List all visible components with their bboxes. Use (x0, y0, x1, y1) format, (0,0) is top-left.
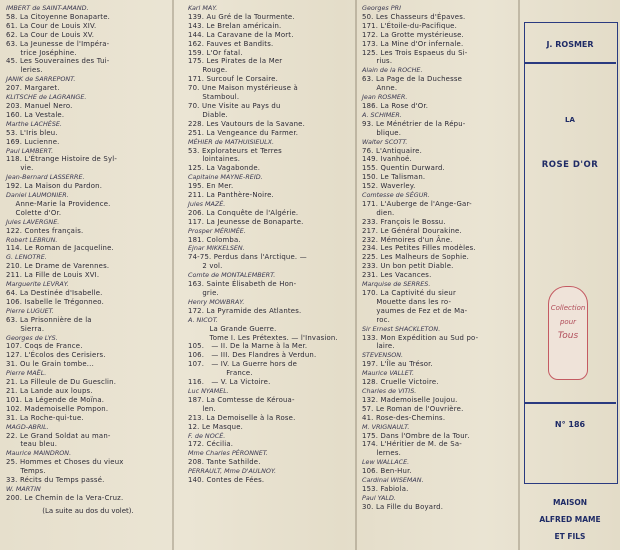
author-name: Walter SCOTT. (362, 137, 408, 146)
book-entry: blique. (362, 128, 402, 137)
book-entry: 106. Isabelle le Trégonneo. (6, 297, 104, 306)
book-entry: 187. La Comtesse de Kéroua- (188, 395, 295, 404)
author-name: Lew WALLACE. (362, 458, 410, 467)
book-entry: yaumes de Fez et de Ma- (362, 306, 468, 315)
badge-pour: pour (559, 318, 577, 326)
book-entry: 139. Au Gré de la Tourmente. (188, 12, 295, 21)
spine-frame (524, 22, 618, 484)
book-entry: 63. La Jeunesse de l'Impéra- (6, 39, 110, 48)
book-entry: 171. L'Auberge de l'Ange-Gar- (362, 199, 472, 208)
author-name: Capitaine MAYNE-REID. (188, 173, 263, 182)
book-entry: 162. Fauves et Bandits. (188, 39, 274, 48)
book-entry: 25. Hommes et Choses du vieux (6, 458, 124, 467)
book-entry: 172. Cécilia. (188, 440, 234, 449)
book-entry: grie. (188, 289, 219, 297)
book-entry: 53. L'Iris bleu. (6, 128, 58, 137)
book-entry: 117. La Jeunesse de Bonaparte. (188, 217, 304, 226)
spine-panel (520, 0, 620, 550)
publisher-line-3: ET FILS (554, 532, 586, 541)
collection-badge (548, 286, 588, 380)
spine-la: LA (565, 116, 575, 124)
book-entry: 22. Le Grand Soldat au man- (6, 431, 111, 440)
author-name: IMBERT de SAINT-AMAND. (6, 4, 89, 12)
author-name: Prosper MÉRIMÉE. (188, 226, 246, 235)
book-entry: 45. Les Souveraines des Tui- (6, 57, 110, 66)
book-entry: 149. Ivanhoé. (362, 155, 412, 164)
book-entry: 163. Sainte Élisabeth de Hon- (188, 280, 297, 289)
book-entry: 57. Le Roman de l'Ouvrière. (362, 404, 464, 413)
book-entry: dien. (362, 208, 395, 217)
book-entry: trice Joséphine. (6, 48, 77, 57)
book-entry: 2 vol. (188, 262, 223, 271)
author-name: Robert LEBRUN. (6, 235, 58, 244)
author-name: Georges de LYS. (6, 333, 58, 342)
book-entry: 106. Ben-Hur. (362, 467, 412, 476)
book-entry: 210. Le Drame de Varennes. (6, 262, 110, 271)
book-entry: 74-75. Perdus dans l'Arctique. — (188, 253, 307, 262)
author-name: Paul YALD. (362, 493, 396, 502)
author-name: Cardinal WISEMAN. (362, 476, 424, 485)
catalog-column-2 (188, 4, 353, 485)
book-entry: laire. (362, 342, 395, 351)
book-entry: 76. L'Antiquaire. (362, 146, 422, 155)
book-entry: 233. François le Bossu. (362, 217, 446, 226)
author-name: STEVENSON. (362, 351, 404, 360)
author-name: KLITSCHE de LAGRANGE. (6, 93, 87, 102)
book-entry: La Grande Guerre. (188, 324, 277, 333)
book-entry: 107. Coqs de France. (6, 342, 83, 351)
author-name: F. de NOCÉ. (188, 431, 226, 440)
author-name: Luc NYAMEL. (188, 386, 229, 395)
book-entry: 106. — III. Des Flandres à Verdun. (188, 351, 317, 360)
book-entry: 63. La Page de la Duchesse (362, 75, 463, 84)
divider (524, 402, 616, 404)
author-name: Jean ROSMER. (362, 93, 408, 102)
book-entry: Tome I. Les Prétextes. — l'Invasion. (188, 333, 338, 342)
book-entry: Sierra. (6, 324, 45, 333)
catalog-column-3 (362, 4, 516, 512)
book-entry: leries. (6, 66, 43, 75)
book-entry: 152. Waverley. (362, 182, 416, 191)
author-name: Ejnar MIKKELSEN. (188, 244, 245, 253)
book-entry: 70. Une Visite au Pays du (188, 101, 281, 110)
author-name: Pierre LUGUET. (6, 306, 54, 315)
book-entry: 171. Surcouf le Corsaire. (188, 75, 278, 84)
book-entry: 125. La Vagabonde. (188, 164, 261, 173)
book-entry: 33. Récits du Temps passé. (6, 476, 105, 485)
book-entry: 105. — II. De la Marne à la Mer. (188, 342, 308, 351)
book-entry: 107. — IV. La Guerre hors de (188, 360, 298, 369)
author-name: Charles de VITIS. (362, 386, 417, 395)
author-name: Maurice MAINDRON. (6, 449, 72, 458)
author-name: Paul LAMBERT. (6, 146, 54, 155)
book-entry: 228. Les Vautours de la Savane. (188, 119, 305, 128)
book-entry: len. (188, 404, 216, 413)
book-entry: 31. La Roche-qui-tue. (6, 413, 84, 422)
book-entry: 41. Rose-des-Chemins. (362, 413, 446, 422)
book-entry: 231. Les Vacances. (362, 271, 432, 280)
book-entry: roc. (362, 315, 391, 324)
catalog-column-1 (6, 4, 170, 516)
book-entry: 195. En Mer. (188, 182, 234, 191)
book-entry: 160. La Vestale. (6, 110, 65, 119)
book-entry: 172. La Pyramide des Atlantes. (188, 306, 302, 315)
continuation-note: (La suite au dos du volet). (42, 506, 134, 515)
book-entry: 116. — V. La Victoire. (188, 378, 271, 387)
book-entry: vie. (6, 164, 34, 173)
book-entry: 128. Cruelle Victoire. (362, 378, 439, 387)
author-name: MAGD-ABRIL. (6, 422, 49, 431)
book-entry: 208. Tante Sathilde. (188, 458, 261, 467)
book-entry: 211. La Fille de Louis XVI. (6, 271, 100, 280)
author-name: Georges PRI (362, 4, 401, 12)
badge-collection: Collection (550, 304, 586, 312)
book-entry: Mouette dans les ro- (362, 297, 452, 306)
book-entry: 173. La Mine d'Or infernale. (362, 39, 464, 48)
book-entry: teau bleu. (6, 440, 58, 449)
book-entry: Temps. (6, 467, 46, 476)
book-entry: 175. Les Pirates de la Mer (188, 57, 283, 66)
author-name: Maurice VALLET. (362, 369, 415, 378)
book-entry: 50. Les Chasseurs d'Épaves. (362, 12, 466, 21)
book-entry: 114. Le Roman de Jacqueline. (6, 244, 114, 253)
book-entry: 102. Mademoiselle Pompon. (6, 404, 109, 413)
author-name: Mme Charles PÉRONNET. (188, 449, 268, 458)
book-entry: 93. Le Ménétrier de la Répu- (362, 119, 466, 128)
spine-title: ROSE D'OR (541, 160, 599, 170)
spine-author: J. ROSMER (546, 40, 594, 49)
fold-line (172, 0, 174, 550)
book-entry: 143. Le Brelan américain. (188, 21, 282, 30)
book-entry: 140. Contes de Fées. (188, 476, 265, 485)
author-name: Alain de la ROCHE. (362, 66, 423, 75)
book-entry: 213. La Demoiselle à la Rose. (188, 413, 296, 422)
book-entry: 181. Colomba. (188, 235, 241, 244)
author-name: Daniel LAUMONIER. (6, 191, 69, 200)
badge-tous: Tous (557, 331, 579, 341)
book-entry: 155. Quentin Durward. (362, 164, 445, 173)
author-name: Karl MAY. (188, 4, 218, 12)
author-name: PERRAULT, Mme D'AULNOY. (188, 467, 277, 476)
publisher-line-2: ALFRED MAME (539, 515, 601, 524)
author-name: Comte de MONTALEMBERT. (188, 271, 276, 280)
author-name: W. MARTIN (6, 484, 41, 493)
book-entry: 203. Manuel Nero. (6, 101, 73, 110)
book-entry: 234. Les Petites Filles modèles. (362, 244, 476, 253)
fold-line (355, 0, 357, 550)
book-entry: 133. Mon Expédition au Sud po- (362, 333, 479, 342)
book-entry: 118. L'Étrange Histoire de Syl- (6, 155, 118, 164)
book-entry: 159. L'Or fatal. (188, 48, 243, 57)
author-name: Sir Ernest SHACKLETON. (362, 324, 441, 333)
book-entry: lointaines. (188, 155, 241, 164)
author-name: Jean-Bernard LASSERRE. (6, 173, 85, 182)
book-entry: 153. Fabiola. (362, 484, 409, 493)
book-entry: 122. Contes français. (6, 226, 84, 235)
book-entry: Diable. (188, 110, 228, 119)
author-name: Pierre MAËL. (6, 369, 47, 378)
book-entry: 175. Dans l'Ombre de la Tour. (362, 431, 470, 440)
book-entry: 197. L'Île au Trésor. (362, 360, 433, 369)
book-entry: 172. La Grotte mystérieuse. (362, 30, 464, 39)
book-entry: Anne. (362, 84, 398, 93)
book-entry: Anne-Marie la Providence. (6, 199, 111, 208)
book-entry: 207. Margaret. (6, 84, 60, 93)
book-entry: 211. La Panthère-Noire. (188, 191, 274, 200)
book-entry: 233. Un bon petit Diable. (362, 262, 454, 271)
author-name: Marquise de SERRES. (362, 280, 431, 289)
book-entry: 53. Explorateurs et Terres (188, 146, 282, 155)
book-entry: 174. L'Héritier de M. de Sa- (362, 440, 462, 449)
author-name: JANIK de SARREPONT. (6, 75, 76, 84)
book-entry: 125. Les Trois Espaeus du Si- (362, 48, 468, 57)
book-entry: 21. La Filleule de Du Guesclin. (6, 378, 117, 387)
book-entry: 70. Une Maison mystérieuse à (188, 84, 298, 93)
book-entry: 150. Le Talisman. (362, 173, 426, 182)
book-entry: 62. La Cour de Louis XV. (6, 30, 95, 39)
book-entry: 170. La Captivité du sieur (362, 289, 457, 297)
book-entry: 144. La Caravane de la Mort. (188, 30, 294, 39)
book-entry: 232. Mémoires d'un Âne. (362, 235, 453, 244)
author-name: G. LENOTRE. (6, 253, 47, 262)
volume-number: N° 186 (554, 420, 586, 429)
book-entry: Stamboul. (188, 93, 240, 102)
author-name: Jules MAZÉ. (188, 199, 226, 208)
book-entry: 169. Lucienne. (6, 137, 60, 146)
author-name: Comtesse de SÉGUR. (362, 191, 430, 200)
author-name: A. NICOT. (188, 315, 218, 324)
book-entry: 206. La Conquête de l'Algérie. (188, 208, 299, 217)
author-name: Jules LAVERGNE. (6, 217, 60, 226)
book-entry: France. (188, 369, 253, 378)
book-entry: 30. La Fille du Boyard. (362, 502, 444, 511)
book-entry: 101. La Légende de Moïna. (6, 395, 105, 404)
book-entry: 225. Les Malheurs de Sophie. (362, 253, 470, 262)
book-entry: rius. (362, 57, 393, 66)
book-entry: lernes. (362, 449, 401, 458)
book-entry: Rouge. (188, 66, 228, 75)
divider (524, 62, 616, 64)
book-entry: 31. Ou le Grain tombe... (6, 360, 94, 369)
book-entry: 12. Le Masque. (188, 422, 244, 431)
author-name: A. SCHIMER. (362, 110, 402, 119)
book-entry: 132. Mademoiselle Joujou. (362, 395, 458, 404)
book-entry: 61. La Cour de Louis XIV. (6, 21, 97, 30)
book-entry: 58. La Citoyenne Bonaparte. (6, 12, 111, 21)
book-entry: 251. La Vengeance du Farmer. (188, 128, 299, 137)
author-name: M. VRIGNAULT. (362, 422, 410, 431)
author-name: Marthe LACHÈSE. (6, 119, 62, 128)
publisher-line-1: MAISON (552, 498, 588, 507)
book-entry: 21. La Lande aux loups. (6, 386, 93, 395)
book-entry: 171. L'Étoile-du-Pacifique. (362, 21, 458, 30)
book-entry: 186. La Rose d'Or. (362, 101, 429, 110)
author-name: Marguerite LEVRAY. (6, 280, 69, 289)
author-name: Henry MOWBRAY. (188, 297, 245, 306)
book-entry: Colette d'Or. (6, 208, 62, 217)
book-entry: 217. Le Général Dourakine. (362, 226, 462, 235)
book-entry: 192. La Maison du Pardon. (6, 182, 103, 191)
book-entry: 64. La Destinée d'Isabelle. (6, 289, 103, 297)
book-entry: 127. L'Écolos des Cerisiers. (6, 351, 106, 360)
book-entry: 63. La Prisonnière de la (6, 315, 92, 324)
author-name: MÉHIER de MATHUISIEULX. (188, 137, 275, 146)
book-entry: 200. Le Chemin de la Vera-Cruz. (6, 493, 124, 502)
